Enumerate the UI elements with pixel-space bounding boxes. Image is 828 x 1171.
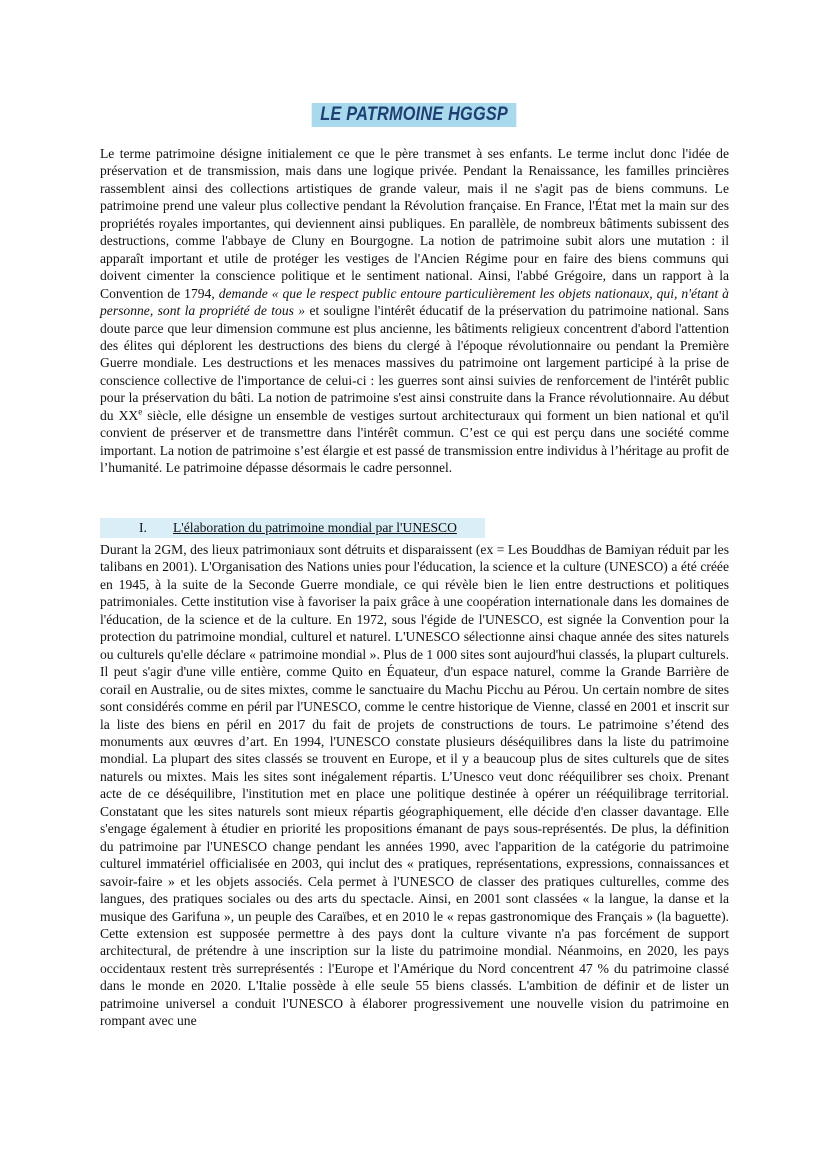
section-body-paragraph: Durant la 2GM, des lieux patrimoniaux sont détruits et disparaissent (ex = Les Bouddhas de Bamiyan réduit par les talibans en 2001). L'Organisation des Nations unies pour l'éducation, la science et la culture (UNESCO) a été créée en 1945, à la suite de la Seconde Guerre mondiale, ce qui révèle bien le lien entre destructions et politiques patrimoniales. Cette institution vise à favoriser la paix grâce à une coopération internationale dans les domaines de l'éducation, de la science et de la culture. En 1972, sous l'égide de l'UNESCO, est signée la Convention pour la protection du patrimoine mondial, culturel et naturel. L'UNESCO sélectionne ainsi chaque année des sites naturels ou culturels qu'elle déclare « patrimoine mondial ». Plus de 1 000 sites sont aujourd'hui classés, la plupart culturels. Il peut s'agir d'une ville entière, comme Quito en Équateur, d'un espace naturel, comme la Grande Barrière de corail en Australie, ou de sites mixtes, comme le sanctuaire du Machu Picchu au Pérou. Un certain nombre de sites sont considérés comme en péril par l'UNESCO, comme le centre historique de Vienne, classé en 2001 et inscrit sur la liste des biens en péril en 2017 du fait de projets de constructions de tours. Le patrimoine s’étend des monuments aux œuvres d’art. En 1994, l'UNESCO constate plusieurs déséquilibres dans la liste du patrimoine mondial. La plupart des sites classés se trouvent en Europe, et il y a beaucoup plus de sites culturels que de sites naturels ou mixtes. Mais les sites sont inégalement répartis. L’Unesco veut donc rééquilibrer ses choix. Prenant acte de ce déséquilibre, l'institution met en place une politique destinée à opérer un rééquilibrage territorial. Constatant que les sites naturels sont mieux répartis géographiquement, elle décide d'en classer davantage. Elle s'engage également à étudier en priorité les propositions émanant de pays sous-représentés. De plus, la définition du patrimoine par l'UNESCO change pendant les années 1990, avec l'apparition de la catégorie du patrimoine culturel immatériel officialisée en 2003, qui inclut des « pratiques, représentations, expressions, connaissances et savoir-faire » et les objets associés. Cela permet à l'UNESCO de classer des pratiques culturelles, comme des langues, des pratiques sociales ou des arts du spectacle. Ainsi, en 2001 sont classées « la langue, la danse et la musique des Garifuna », un peuple des Caraïbes, et en 2010 le « repas gastronomique des Français » (la baguette). Cette extension est supposée permettre à des pays dont la culture vivante n'a pas forcément de support architectural, de prétendre à une inscription sur la liste du patrimoine mondial. Néanmoins, en 2020, les pays occidentaux restent très surreprésentés : l'Europe et l'Amérique du Nord concentrent 47 % du patrimoine classé dans le monde en 2020. L'Italie possède à elle seule 55 biens classés. L'ambition de définir et de lister un patrimoine universel a conduit l'UNESCO à élaborer progressivement une nouvelle vision du patrimoine en rompant avec une xyxy=(100,542,729,1029)
intro-paragraph xyxy=(100,145,729,477)
section-number: I. xyxy=(139,520,147,535)
intro-text-part1: Le terme patrimoine désigne initialement ce que le père transmet à ses enfants. Le terme inclut donc l'idée de préservation et de transmission, mais dans une logique privée. Pendant la Renaissance, les familles princières rassemblent ainsi des collections artistiques de grande valeur, mais il ne s'agit pas de biens communs. Le patrimoine prend une valeur plus collective pendant la Révolution française. En France, l'État met la main sur des propriétés royales importantes, qui deviennent ainsi publiques. En parallèle, de nombreux bâtiments subissent des destructions, comme l'abbaye de Cluny en Bourgogne. La notion de patrimoine subit alors une mutation : il apparaît important et utile de protéger les vestiges de l'Ancien Régime pour en faire des biens communs qui doivent cimenter la conscience politique et le sentiment national. Ainsi, l'abbé Grégoire, dans un rapport à la Convention de 1794, xyxy=(100,146,729,301)
title-container xyxy=(0,103,828,127)
section-title: L'élaboration du patrimoine mondial par l'UNESCO xyxy=(173,520,457,535)
intro-quote: demande « que le respect public entoure particulièrement les objets nationaux, qui, n'étant à personne, sont la propriété de tous » xyxy=(100,285,729,319)
page-title: LE PATRMOINE HGGSP xyxy=(312,103,517,127)
section-heading xyxy=(100,518,485,538)
intro-text-part2: et souligne l'intérêt éducatif de la préservation du patrimoine national. Sans doute parce que leur dimension commune est plus ancienne, les bâtiments religieux concentrent d'abord l'attention des élites qui déplorent les destructions des biens du clergé à l'époque révolutionnaire ou pendant la Première Guerre mondiale. Les destructions et les menaces massives du patrimoine ont largement participé à la prise de conscience collective de l'importance de celui-ci : les guerres sont ainsi suivies de renforcement de l'intérêt public pour la préservation du bâti. La notion de patrimoine s'est ainsi construite dans la France révolutionnaire. Au début du xyxy=(100,303,730,423)
century-superscript: e xyxy=(138,406,143,417)
intro-text-part3: siècle, elle désigne un ensemble de vestiges surtout architecturaux qui forment un bien national et qu'il convient de préserver et de transmettre dans l'intérêt commun. C’est ce qui est perçu dans une société comme important. La notion de patrimoine s’est élargie et est passé de transmission entre individus à l’héritage au profit de l’humanité. Le patrimoine dépasse désormais le cadre personnel. xyxy=(100,407,729,476)
century-numeral: XX xyxy=(118,407,139,423)
